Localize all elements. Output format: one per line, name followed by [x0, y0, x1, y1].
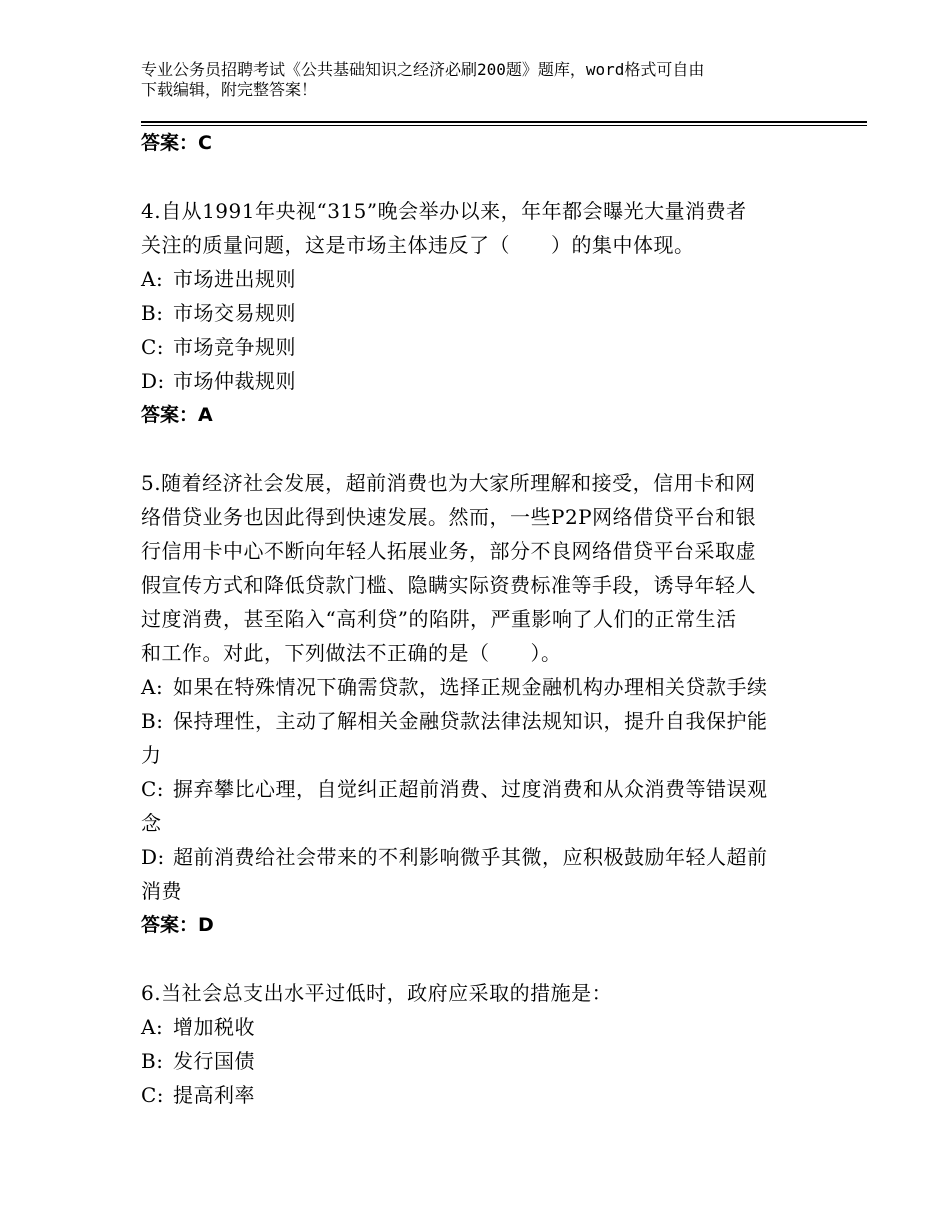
header-line-2: 下载编辑，附完整答案！ — [141, 80, 318, 99]
question-5-line-4: 假宣传方式和降低贷款门槛、隐瞒实际资费标准等手段，诱导年轻人 — [141, 573, 756, 597]
option-text: 摒弃攀比心理，自觉纠正超前消费、过度消费和从众消费等错误观 — [173, 777, 768, 801]
option-key: A: — [141, 1015, 164, 1039]
option-text: 发行国债 — [173, 1049, 255, 1073]
option-key: C: — [141, 1083, 165, 1107]
option-text: 提高利率 — [173, 1083, 255, 1107]
option-text: 市场竞争规则 — [173, 335, 296, 359]
answer-prev — [141, 126, 811, 160]
question-5-option-c-cont: 念 — [141, 811, 162, 835]
question-4-line-2: 关注的质量问题，这是市场主体违反了（ ）的集中体现。 — [141, 233, 695, 257]
option-key: D: — [141, 845, 165, 869]
question-5-option-d — [141, 840, 811, 874]
option-text: 保持理性，主动了解相关金融贷款法律法规知识，提升自我保护能 — [173, 709, 768, 733]
option-key: B: — [141, 1049, 164, 1073]
question-4-line-1: 4.自从1991年央视“315”晚会举办以来，年年都会曝光大量消费者 — [141, 199, 747, 223]
question-5-option-b-cont: 力 — [141, 743, 162, 767]
option-key: C: — [141, 777, 165, 801]
question-5-option-c — [141, 772, 811, 806]
question-4-option-d — [141, 364, 811, 398]
question-4-option-a — [141, 262, 811, 296]
answer-label: 答案： — [141, 404, 199, 426]
option-key: A: — [141, 675, 164, 699]
answer-value: D — [198, 914, 214, 936]
question-6 — [141, 976, 811, 1112]
option-key: A: — [141, 267, 164, 291]
question-5 — [141, 466, 811, 942]
header-line-1: 专业公务员招聘考试《公共基础知识之经济必刷200题》题库，word格式可自由 — [141, 60, 705, 79]
question-4-option-b — [141, 296, 811, 330]
question-4-option-c — [141, 330, 811, 364]
document-header — [141, 60, 801, 100]
question-4-answer — [141, 398, 811, 432]
option-key: B: — [141, 709, 164, 733]
option-key: C: — [141, 335, 165, 359]
option-key: D: — [141, 369, 165, 393]
option-text: 如果在特殊情况下确需贷款，选择正规金融机构办理相关贷款手续 — [173, 675, 768, 699]
header-rule-thick — [141, 121, 867, 123]
question-5-option-a — [141, 670, 811, 704]
question-5-line-2: 络借贷业务也因此得到快速发展。然而，一些P2P网络借贷平台和银 — [141, 505, 757, 529]
question-5-option-b — [141, 704, 811, 738]
question-5-answer — [141, 908, 811, 942]
question-4 — [141, 194, 811, 432]
answer-label: 答案： — [141, 914, 199, 936]
question-5-line-1: 5.随着经济社会发展，超前消费也为大家所理解和接受，信用卡和网 — [141, 471, 756, 495]
question-6-option-b — [141, 1044, 811, 1078]
question-6-option-a — [141, 1010, 811, 1044]
question-6-line-1: 6.当社会总支出水平过低时，政府应采取的措施是： — [141, 981, 613, 1005]
option-text: 市场进出规则 — [173, 267, 296, 291]
question-5-line-5: 过度消费，甚至陷入“高利贷”的陷阱，严重影响了人们的正常生活 — [141, 607, 737, 631]
option-text: 超前消费给社会带来的不利影响微乎其微，应积极鼓励年轻人超前 — [173, 845, 768, 869]
question-5-option-d-cont: 消费 — [141, 879, 182, 903]
question-5-line-6: 和工作。对此，下列做法不正确的是（ ）。 — [141, 641, 562, 665]
answer-label: 答案： — [141, 132, 199, 154]
document-body — [141, 126, 811, 1112]
option-text: 市场仲裁规则 — [173, 369, 296, 393]
option-key: B: — [141, 301, 164, 325]
answer-value: A — [198, 404, 213, 426]
option-text: 增加税收 — [173, 1015, 255, 1039]
option-text: 市场交易规则 — [173, 301, 296, 325]
answer-value: C — [198, 132, 212, 154]
question-6-option-c — [141, 1078, 811, 1112]
question-5-line-3: 行信用卡中心不断向年轻人拓展业务，部分不良网络借贷平台采取虚 — [141, 539, 756, 563]
